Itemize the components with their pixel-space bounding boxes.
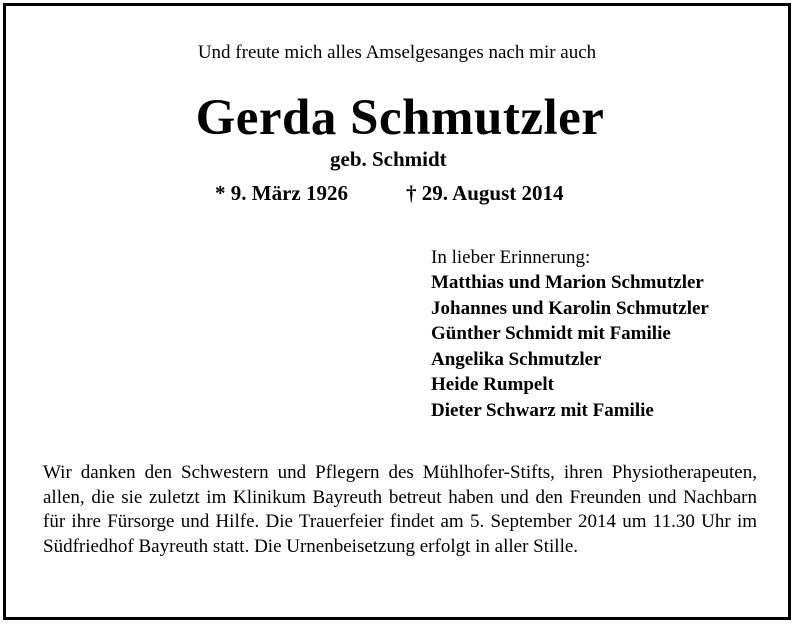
mourner-name: Johannes und Karolin Schmutzler — [431, 297, 709, 319]
mourner-name: Dieter Schwarz mit Familie — [431, 399, 654, 421]
maiden-name: geb. Schmidt — [330, 147, 447, 171]
thanks-paragraph: Wir danken den Schwestern und Pflegern des Mühlhofer-Stifts, ihren Physiotherapeuten, allen, die sie zuletzt im Klinikum Bayreuth betreut haben und den Freunden und Nachbarn für ihre Fürsorge und Hilfe. Die Trauerfeier findet am 5. September 2014 um 11.30 Uhr im Südfriedhof Bayreuth statt. Die Urnenbeisetzung erfolgt in aller Stille. — [43, 462, 757, 557]
mourners-block — [431, 245, 709, 423]
mourner-name: Matthias und Marion Schmutzler — [431, 272, 704, 293]
death-date: † 29. August 2014 — [406, 181, 564, 205]
mourners-intro: In lieber Erinnerung: — [431, 247, 591, 268]
mourner-name: Günther Schmidt mit Familie — [431, 323, 671, 344]
birth-date: * 9. März 1926 — [215, 181, 348, 205]
mourner-list — [431, 270, 709, 423]
mourner-name: Angelika Schmutzler — [431, 348, 602, 370]
deceased-name: Gerda Schmutzler — [195, 90, 605, 146]
mourner-name: Heide Rumpelt — [431, 374, 554, 395]
motto-line: Und freute mich alles Amselgesanges nach mir auch — [197, 42, 597, 63]
